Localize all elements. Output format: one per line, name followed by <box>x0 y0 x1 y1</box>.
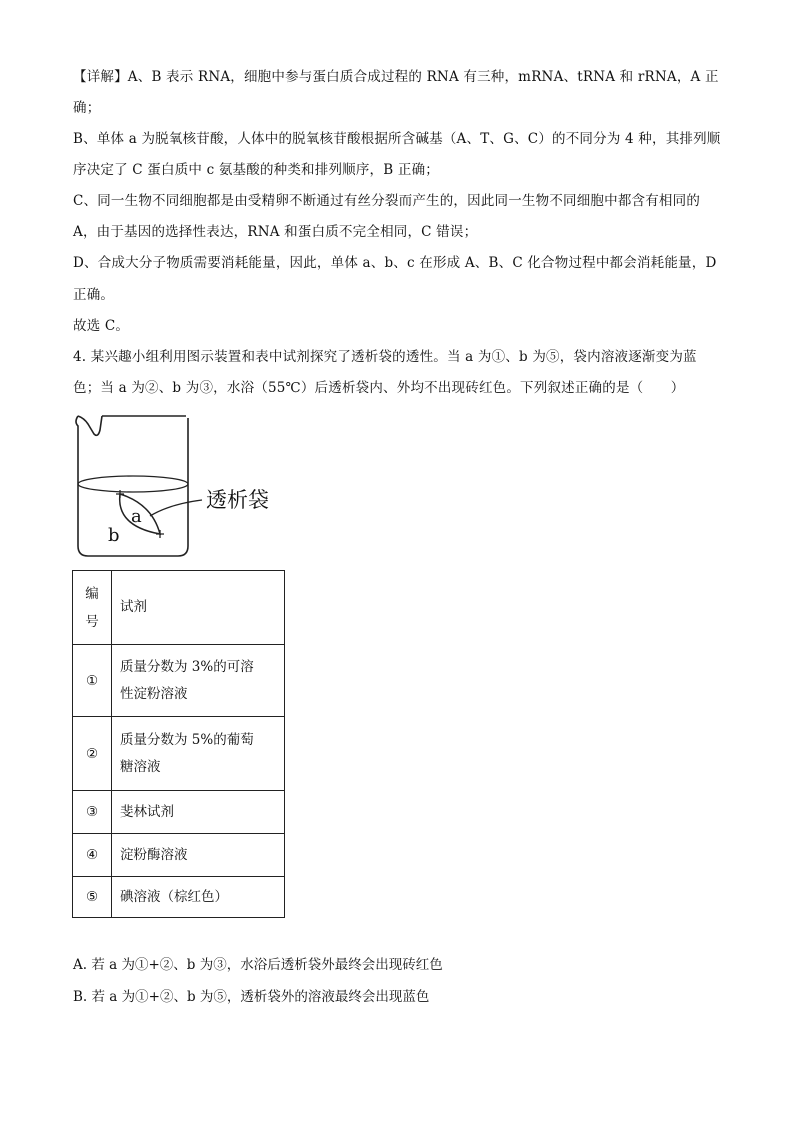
row-reagent-text: 糖溶液 <box>120 758 161 775</box>
row-number: ⑤ <box>73 877 112 918</box>
table-row <box>73 877 285 918</box>
header-number-text: 号 <box>85 613 99 630</box>
beaker-diagram <box>70 408 290 568</box>
header-number-cell <box>73 571 112 645</box>
option-b: B. 若 a 为①+②、b 为⑤，透析袋外的溶液最终会出现蓝色 <box>73 989 430 1005</box>
row-reagent <box>112 645 285 717</box>
explanation-line: A，由于基因的选择性表达，RNA 和蛋白质不完全相同，C 错误； <box>73 224 478 240</box>
table-row <box>73 645 285 717</box>
row-reagent: 斐林试剂 <box>112 791 285 834</box>
header-reagent-cell: 试剂 <box>112 571 285 645</box>
row-reagent-text: 质量分数为 3%的可溶 <box>120 658 254 675</box>
table-header-row <box>73 571 285 645</box>
explanation-line: B、单体 a 为脱氧核苷酸，人体中的脱氧核苷酸根据所含碱基（A、T、G、C）的不同分为 4 种，其排列顺 <box>73 131 721 147</box>
row-reagent: 淀粉酶溶液 <box>112 834 285 877</box>
row-number: ① <box>73 645 112 717</box>
row-reagent: 碘溶液（棕红色） <box>112 877 285 918</box>
beaker-figure <box>70 408 290 568</box>
label-a: a <box>131 506 142 527</box>
table-row <box>73 717 285 791</box>
question-stem-line: 色；当 a 为②、b 为③，水浴（55℃）后透析袋内、外均不出现砖红色。下列叙述正确的是（ ） <box>73 380 685 396</box>
row-reagent <box>112 717 285 791</box>
explanation-line: 【详解】A、B 表示 RNA，细胞中参与蛋白质合成过程的 RNA 有三种，mRNA、tRNA 和 rRNA，A 正 <box>73 69 719 85</box>
header-number-text: 编 <box>85 585 99 602</box>
explanation-line: D、合成大分子物质需要消耗能量，因此，单体 a、b、c 在形成 A、B、C 化合物过程中都会消耗能量，D <box>73 255 717 271</box>
row-number: ④ <box>73 834 112 877</box>
option-a: A. 若 a 为①+②、b 为③，水浴后透析袋外最终会出现砖红色 <box>73 957 443 973</box>
row-reagent-text: 性淀粉溶液 <box>120 685 188 702</box>
label-b: b <box>108 525 120 546</box>
bag-label: 透析袋 <box>206 488 269 512</box>
question-stem-line: 4. 某兴趣小组利用图示装置和表中试剂探究了透析袋的透性。当 a 为①、b 为⑤，袋内溶液逐渐变为蓝 <box>73 349 697 365</box>
explanation-line: 确； <box>73 100 101 116</box>
explanation-answer: 故选 C。 <box>73 318 130 334</box>
explanation-line: C、同一生物不同细胞都是由受精卵不断通过有丝分裂而产生的，因此同一生物不同细胞中都含有相同的 <box>73 193 701 209</box>
explanation-line: 正确。 <box>73 287 115 303</box>
explanation-line: 序决定了 C 蛋白质中 c 氨基酸的种类和排列顺序，B 正确； <box>73 162 439 178</box>
table-row <box>73 791 285 834</box>
table-row <box>73 834 285 877</box>
row-number: ② <box>73 717 112 791</box>
row-number: ③ <box>73 791 112 834</box>
row-reagent-text: 质量分数为 5%的葡萄 <box>120 731 254 748</box>
reagent-table <box>72 570 285 918</box>
